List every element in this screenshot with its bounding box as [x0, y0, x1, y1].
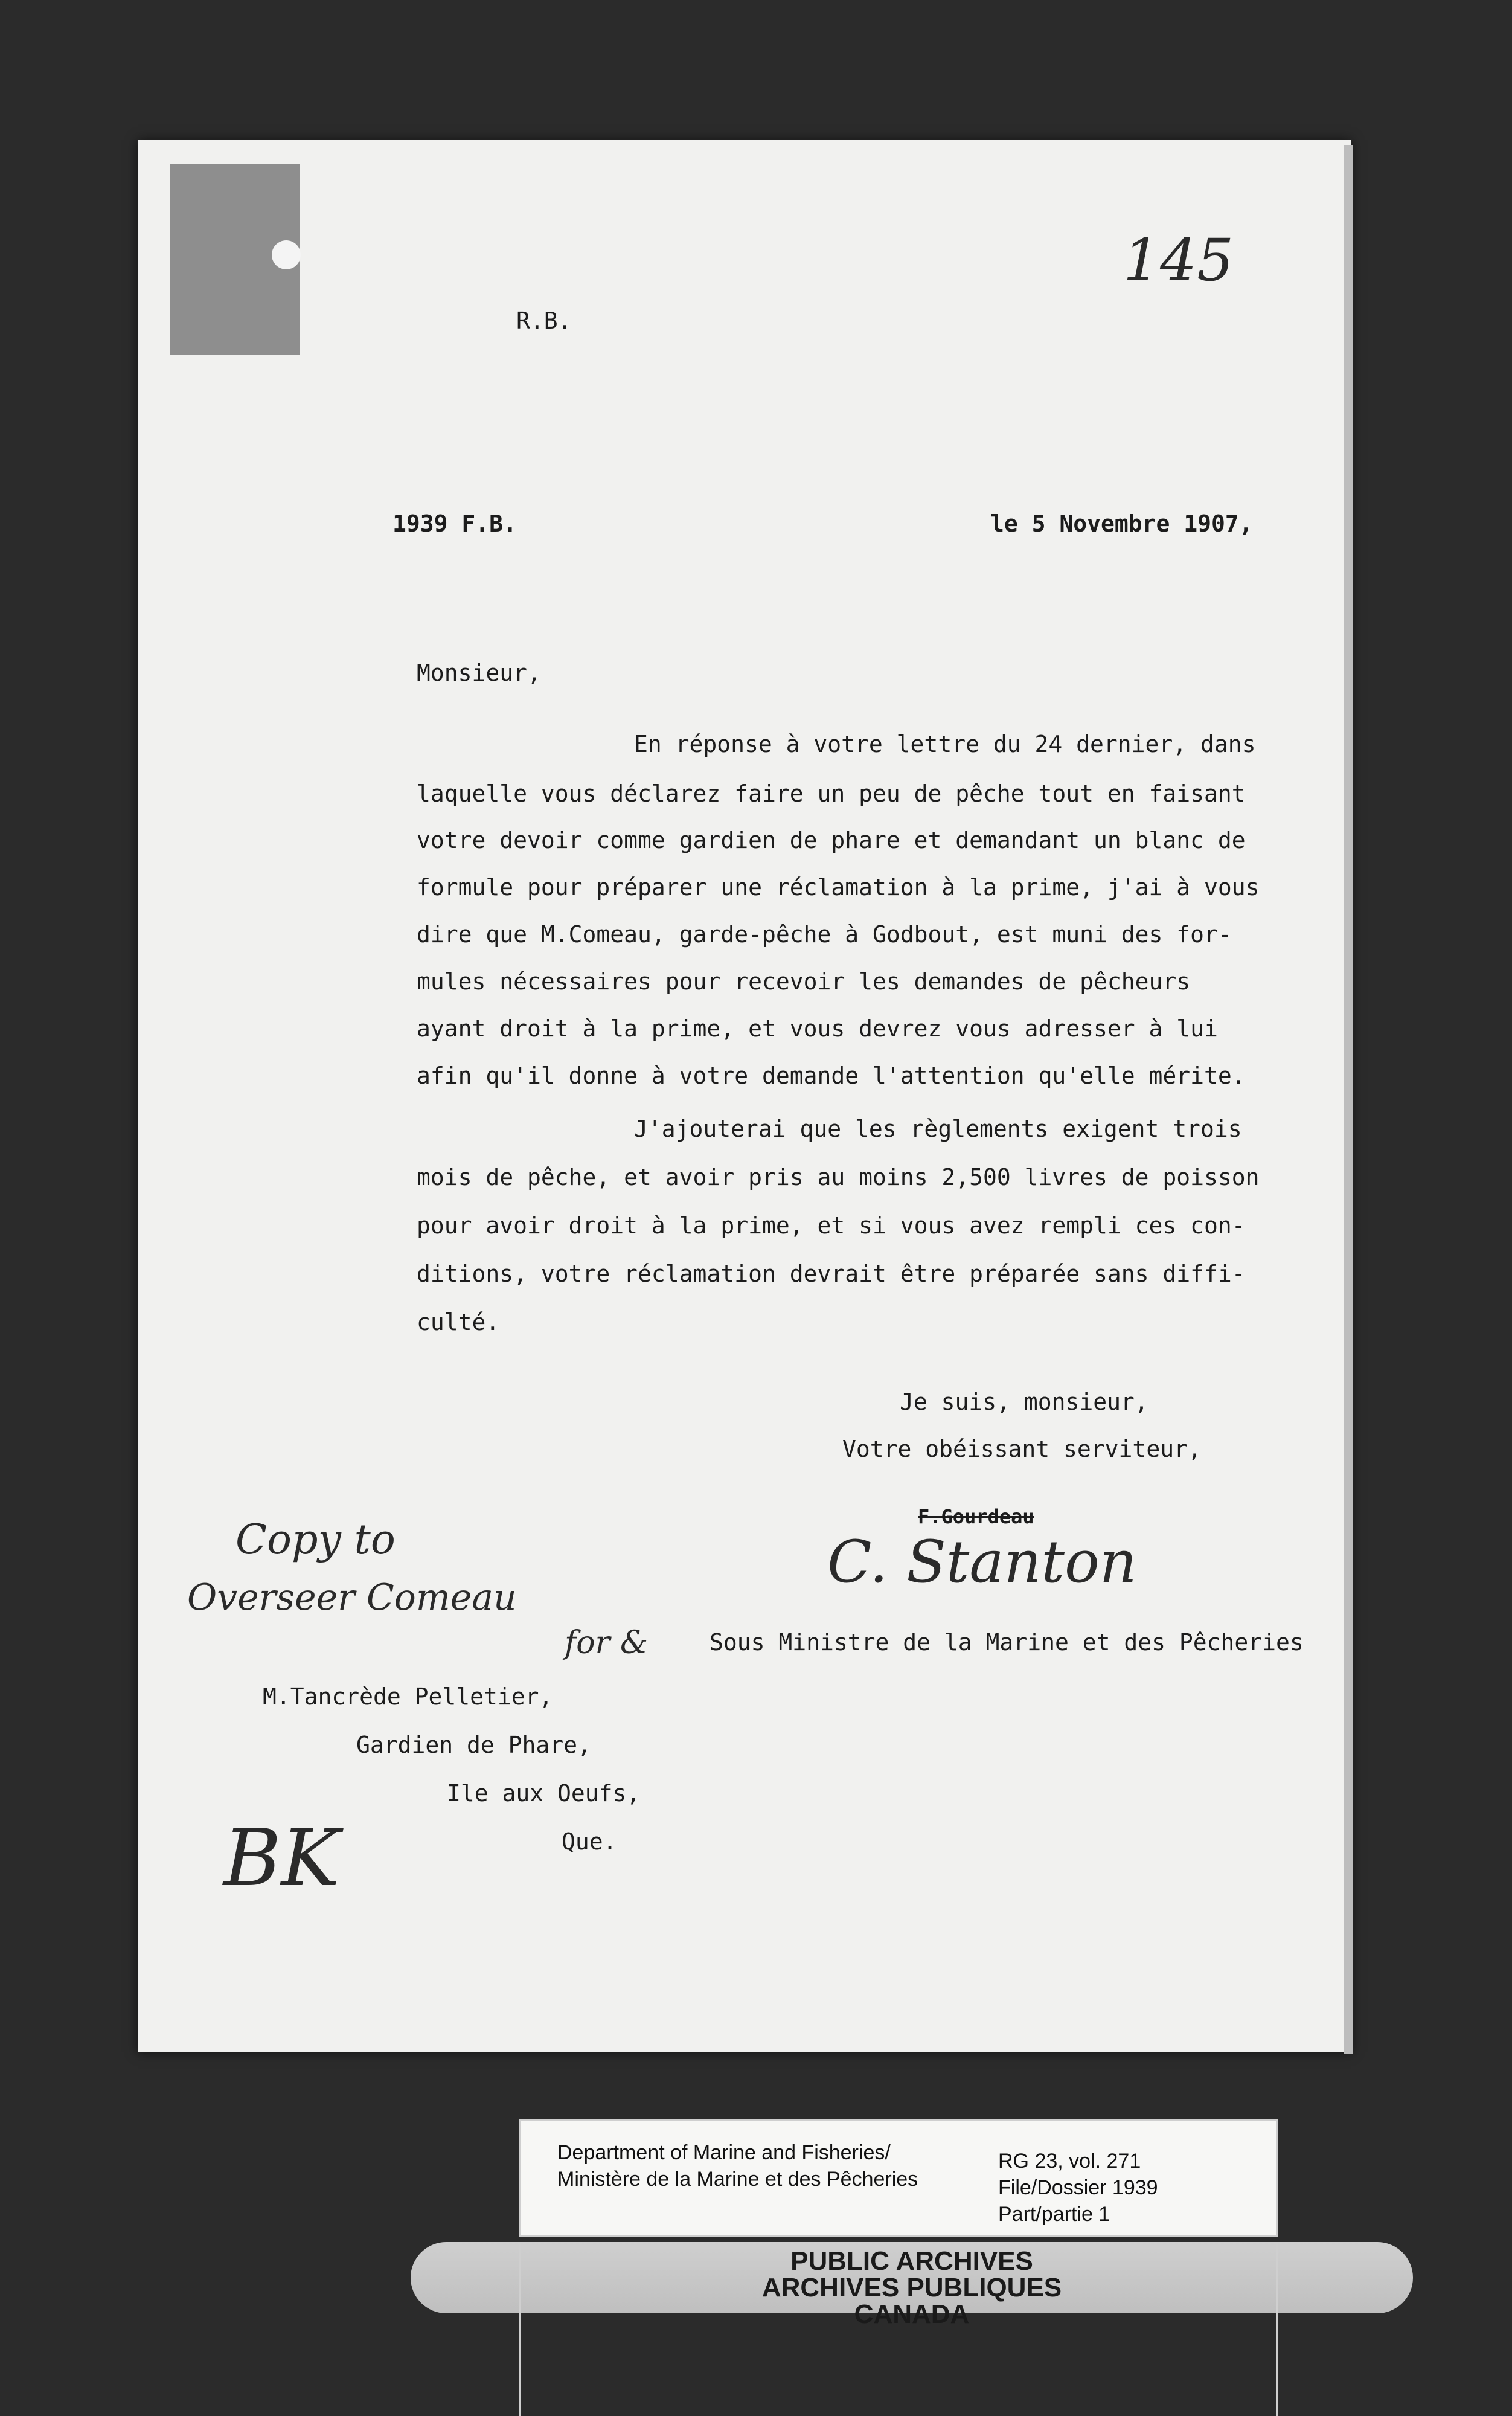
- body-line: mules nécessaires pour recevoir les demandes de pêcheurs: [417, 968, 1191, 995]
- part-number: Part/partie 1: [998, 2203, 1110, 2226]
- handwritten-for-note: for &: [565, 1625, 649, 1661]
- page-edge: [1344, 145, 1353, 2054]
- department-french: Ministère de la Marine et des Pêcheries: [557, 2168, 918, 2191]
- handwritten-copy-note-line-2: Overseer Comeau: [187, 1576, 517, 1619]
- initials: R.B.: [516, 307, 572, 334]
- addressee-line: M.Tancrède Pelletier,: [263, 1683, 553, 1710]
- addressee-line: Que.: [562, 1828, 617, 1855]
- archive-reference-label: [519, 2119, 1278, 2237]
- handwritten-copy-note-line-1: Copy to: [235, 1516, 396, 1564]
- body-line: pour avoir droit à la prime, et si vous avez rempli ces con-: [417, 1212, 1246, 1239]
- addressee-line: Ile aux Oeufs,: [447, 1780, 641, 1807]
- letter-page: [138, 140, 1351, 2052]
- struck-name: F.Gourdeau: [918, 1505, 1034, 1528]
- body-line: afin qu'il donne à votre demande l'attention qu'elle mérite.: [417, 1062, 1246, 1089]
- archive-stamp-line-3: CANADA: [854, 2299, 970, 2329]
- body-line: En réponse à votre lettre du 24 dernier, dans: [634, 731, 1256, 757]
- body-line: culté.: [417, 1309, 500, 1335]
- archive-stamp-line-1: PUBLIC ARCHIVES: [790, 2246, 1033, 2276]
- body-line: votre devoir comme gardien de phare et demandant un blanc de: [417, 827, 1246, 853]
- file-reference: 1939 F.B.: [392, 510, 517, 537]
- body-line: ditions, votre réclamation devrait être préparée sans diffi-: [417, 1261, 1246, 1287]
- body-line: ayant droit à la prime, et vous devrez vous adresser à lui: [417, 1015, 1218, 1042]
- archive-stamp-line-2: ARCHIVES PUBLIQUES: [761, 2273, 1062, 2302]
- closing-line-1: Je suis, monsieur,: [900, 1389, 1148, 1415]
- department-english: Department of Marine and Fisheries/: [557, 2141, 891, 2164]
- salutation: Monsieur,: [417, 660, 541, 686]
- handwritten-initials: BK: [223, 1812, 340, 1904]
- file-number: File/Dossier 1939: [998, 2176, 1158, 2199]
- signature: C. Stanton: [827, 1528, 1137, 1596]
- punch-hole: [272, 240, 301, 269]
- addressee-line: Gardien de Phare,: [356, 1732, 591, 1758]
- page-number: 145: [1123, 226, 1234, 294]
- body-line: laquelle vous déclarez faire un peu de pêche tout en faisant: [417, 780, 1246, 807]
- signatory-title: Sous Ministre de la Marine et des Pêcheries: [710, 1629, 1304, 1656]
- body-line: formule pour préparer une réclamation à la prime, j'ai à vous: [417, 874, 1260, 901]
- record-group: RG 23, vol. 271: [998, 2150, 1141, 2173]
- body-line: J'ajouterai que les règlements exigent trois: [634, 1116, 1242, 1142]
- closing-line-2: Votre obéissant serviteur,: [842, 1436, 1202, 1462]
- body-line: dire que M.Comeau, garde-pêche à Godbout, est muni des for-: [417, 921, 1232, 948]
- body-line: mois de pêche, et avoir pris au moins 2,500 livres de poisson: [417, 1164, 1260, 1190]
- letter-date: le 5 Novembre 1907,: [990, 510, 1253, 537]
